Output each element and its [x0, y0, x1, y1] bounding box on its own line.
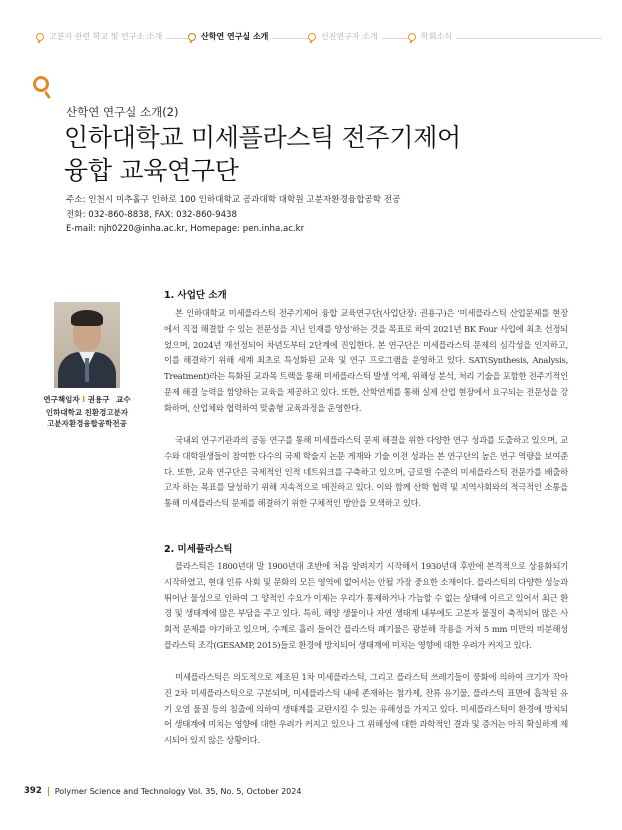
nav-item-label: 산학연 연구실 소개 [201, 32, 269, 41]
researcher-title: 교수 [116, 395, 131, 404]
footer-divider [48, 787, 49, 796]
researcher-role: 연구책임자 [43, 395, 80, 404]
page-number: 392 [24, 786, 42, 796]
body-paragraph: 본 인하대학교 미세플라스틱 전주기제어 융합 교육연구단(사업단장: 권용구)은 '미세플라스틱 산업문제를 현장에서 직접 해결할 수 있는 전문성을 지닌 인재를 양성'하는 것을 목표로 하여 2021년 BK Four 사업에 최초 선정되었으며, 2024년 재선정되어 차년도부터 2단계에 진입한다. 본 연구단은 미세플라스틱 문제의 심각성을 인지하고, 이를 해결하기 위해 세계 최초로 특성화된 교육 및 연구 프로그램을 운영하고 있다. SAT(Synthesis, Analysis, Treatment)라는 특화된 교과목 트랙을 통해 미세플라스틱 발생 억제, 위해성 분석, 처리 기술을 포함한 전주기적인 문제 해결 능력을 함양하는 교육을 제공하고 있다. 또한, 산학연계를 통해 실제 산업 현장에서 요구되는 전문성을 강화하며, 산업체와 협력하여 맞춤형 교육과정을 운영한다. [164, 308, 568, 413]
body-paragraph: 미세플라스틱은 의도적으로 제조된 1차 미세플라스틱, 그리고 플라스틱 쓰레기들이 풍화에 의하여 크기가 작아진 2차 미세플라스틱으로 구분되며, 미세플라스틱 내에 존재하는 첨가제, 잔류 유기물, 플라스틱 표면에 흡착된 유기 오염 물질 등의 침출에 의하여 생태계를 교란시킬 수 있는 유해성을 가지고 있다. 미세플라스틱이 환경에 방치되어 생태계에 미치는 영향에 대한 우려가 커지고 있으나 그 위해성에 대한 과학적인 결과 및 증거는 아직 확실하게 제시되어 있지 않은 상황이다. [164, 672, 568, 746]
page-title [64, 121, 461, 187]
section-heading: 2. 미세플라스틱 [164, 544, 233, 555]
pin-icon [308, 33, 316, 41]
series-label: 산학연 연구실 소개(2) [66, 105, 179, 119]
section-navigation [22, 27, 602, 51]
nav-item-schools[interactable] [36, 31, 166, 42]
body-paragraph: 플라스틱은 1800년대 말 1900년대 초반에 처음 알려지기 시작해서 1930년대 후반에 본격적으로 상용화되기 시작하였고, 현대 인류 사회 및 문화의 모든 영역에 없어서는 안될 가장 중요한 소재이다. 플라스틱의 다양한 성능과 뛰어난 물성으로 인하여 그 양적인 수요가 이제는 우리가 통제하거나 가늠할 수 없는 상태에 이르고 있어서 최근 환경 및 생태계에 많은 부담을 주고 있다. 특히, 해양 생물이나 자연 생태계 내부에도 고분자 물질이 축적되어 많은 사회적 문제를 야기하고 있으며, 수계로 흘러 들어간 플라스틱 폐기물은 광분해 작용을 거쳐 5 mm 미만의 비분해성 플라스틱 조각(GESAMP, 2015)들로 환경에 방치되어 생태계에 미치는 영향에 대한 우려가 커지고 있다. [164, 561, 568, 650]
pin-icon [408, 33, 416, 41]
page-footer [24, 786, 301, 796]
researcher-photo [54, 302, 120, 388]
nav-item-lab-intro[interactable] [188, 31, 272, 42]
researcher-name [14, 394, 160, 405]
nav-item-society-news[interactable] [408, 31, 456, 42]
nav-item-label: 신진연구자 소개 [321, 32, 378, 41]
affiliation-line-2: 고분자환경융합공학전공 [47, 419, 127, 428]
nav-item-label: 고분자 관련 학교 및 연구소 소개 [49, 32, 163, 41]
researcher-affiliation [14, 407, 160, 429]
section-heading: 1. 사업단 소개 [164, 290, 227, 301]
contact-address: 주소: 인천시 미추홀구 인하로 100 인하대학교 공과대학 대학원 고분자환경융합공학 전공 [66, 195, 401, 205]
contact-phone: 전화: 032-860-8838, FAX: 032-860-9438 [66, 209, 237, 220]
pin-icon [36, 33, 44, 41]
nav-item-young-researchers[interactable] [308, 31, 382, 42]
affiliation-line-1: 인하대학교 친환경고분자 [45, 408, 129, 417]
contact-email: E-mail: njh0220@inha.ac.kr, Homepage: pen.inha.ac.kr [66, 224, 305, 234]
title-line-1: 인하대학교 미세플라스틱 전주기제어 [64, 123, 461, 152]
journal-citation: Polymer Science and Technology Vol. 35, No. 5, October 2024 [54, 786, 302, 796]
name-separator: I [82, 395, 86, 404]
nav-item-label: 학회소식 [421, 32, 452, 41]
contact-info [66, 193, 400, 237]
pin-icon [188, 33, 196, 41]
body-paragraph: 국내외 연구기관과의 공동 연구를 통해 미세플라스틱 문제 해결을 위한 다양한 연구 성과를 도출하고 있으며, 교수와 대학원생들이 참여한 다수의 국제 학술지 논문 게재와 기술 이전 성과는 본 연구단의 높은 연구 역량을 보여준다. 또한, 교육 연구단은 국제적인 인적 네트워크를 구축하고 있으며, 글로벌 수준의 미세플라스틱 전문가를 배출하고자 하는 목표를 달성하기 위해 지속적으로 매진하고 있다. 이와 함께 산학 협력 및 지역사회와의 적극적인 소통을 통해 미세플라스틱 문제를 해결하기 위한 구체적인 방안을 모색하고 있다. [164, 435, 568, 509]
title-line-2: 융합 교육연구단 [64, 156, 239, 185]
researcher-name-text: 권용구 [87, 395, 110, 404]
location-pin-icon [33, 76, 49, 92]
